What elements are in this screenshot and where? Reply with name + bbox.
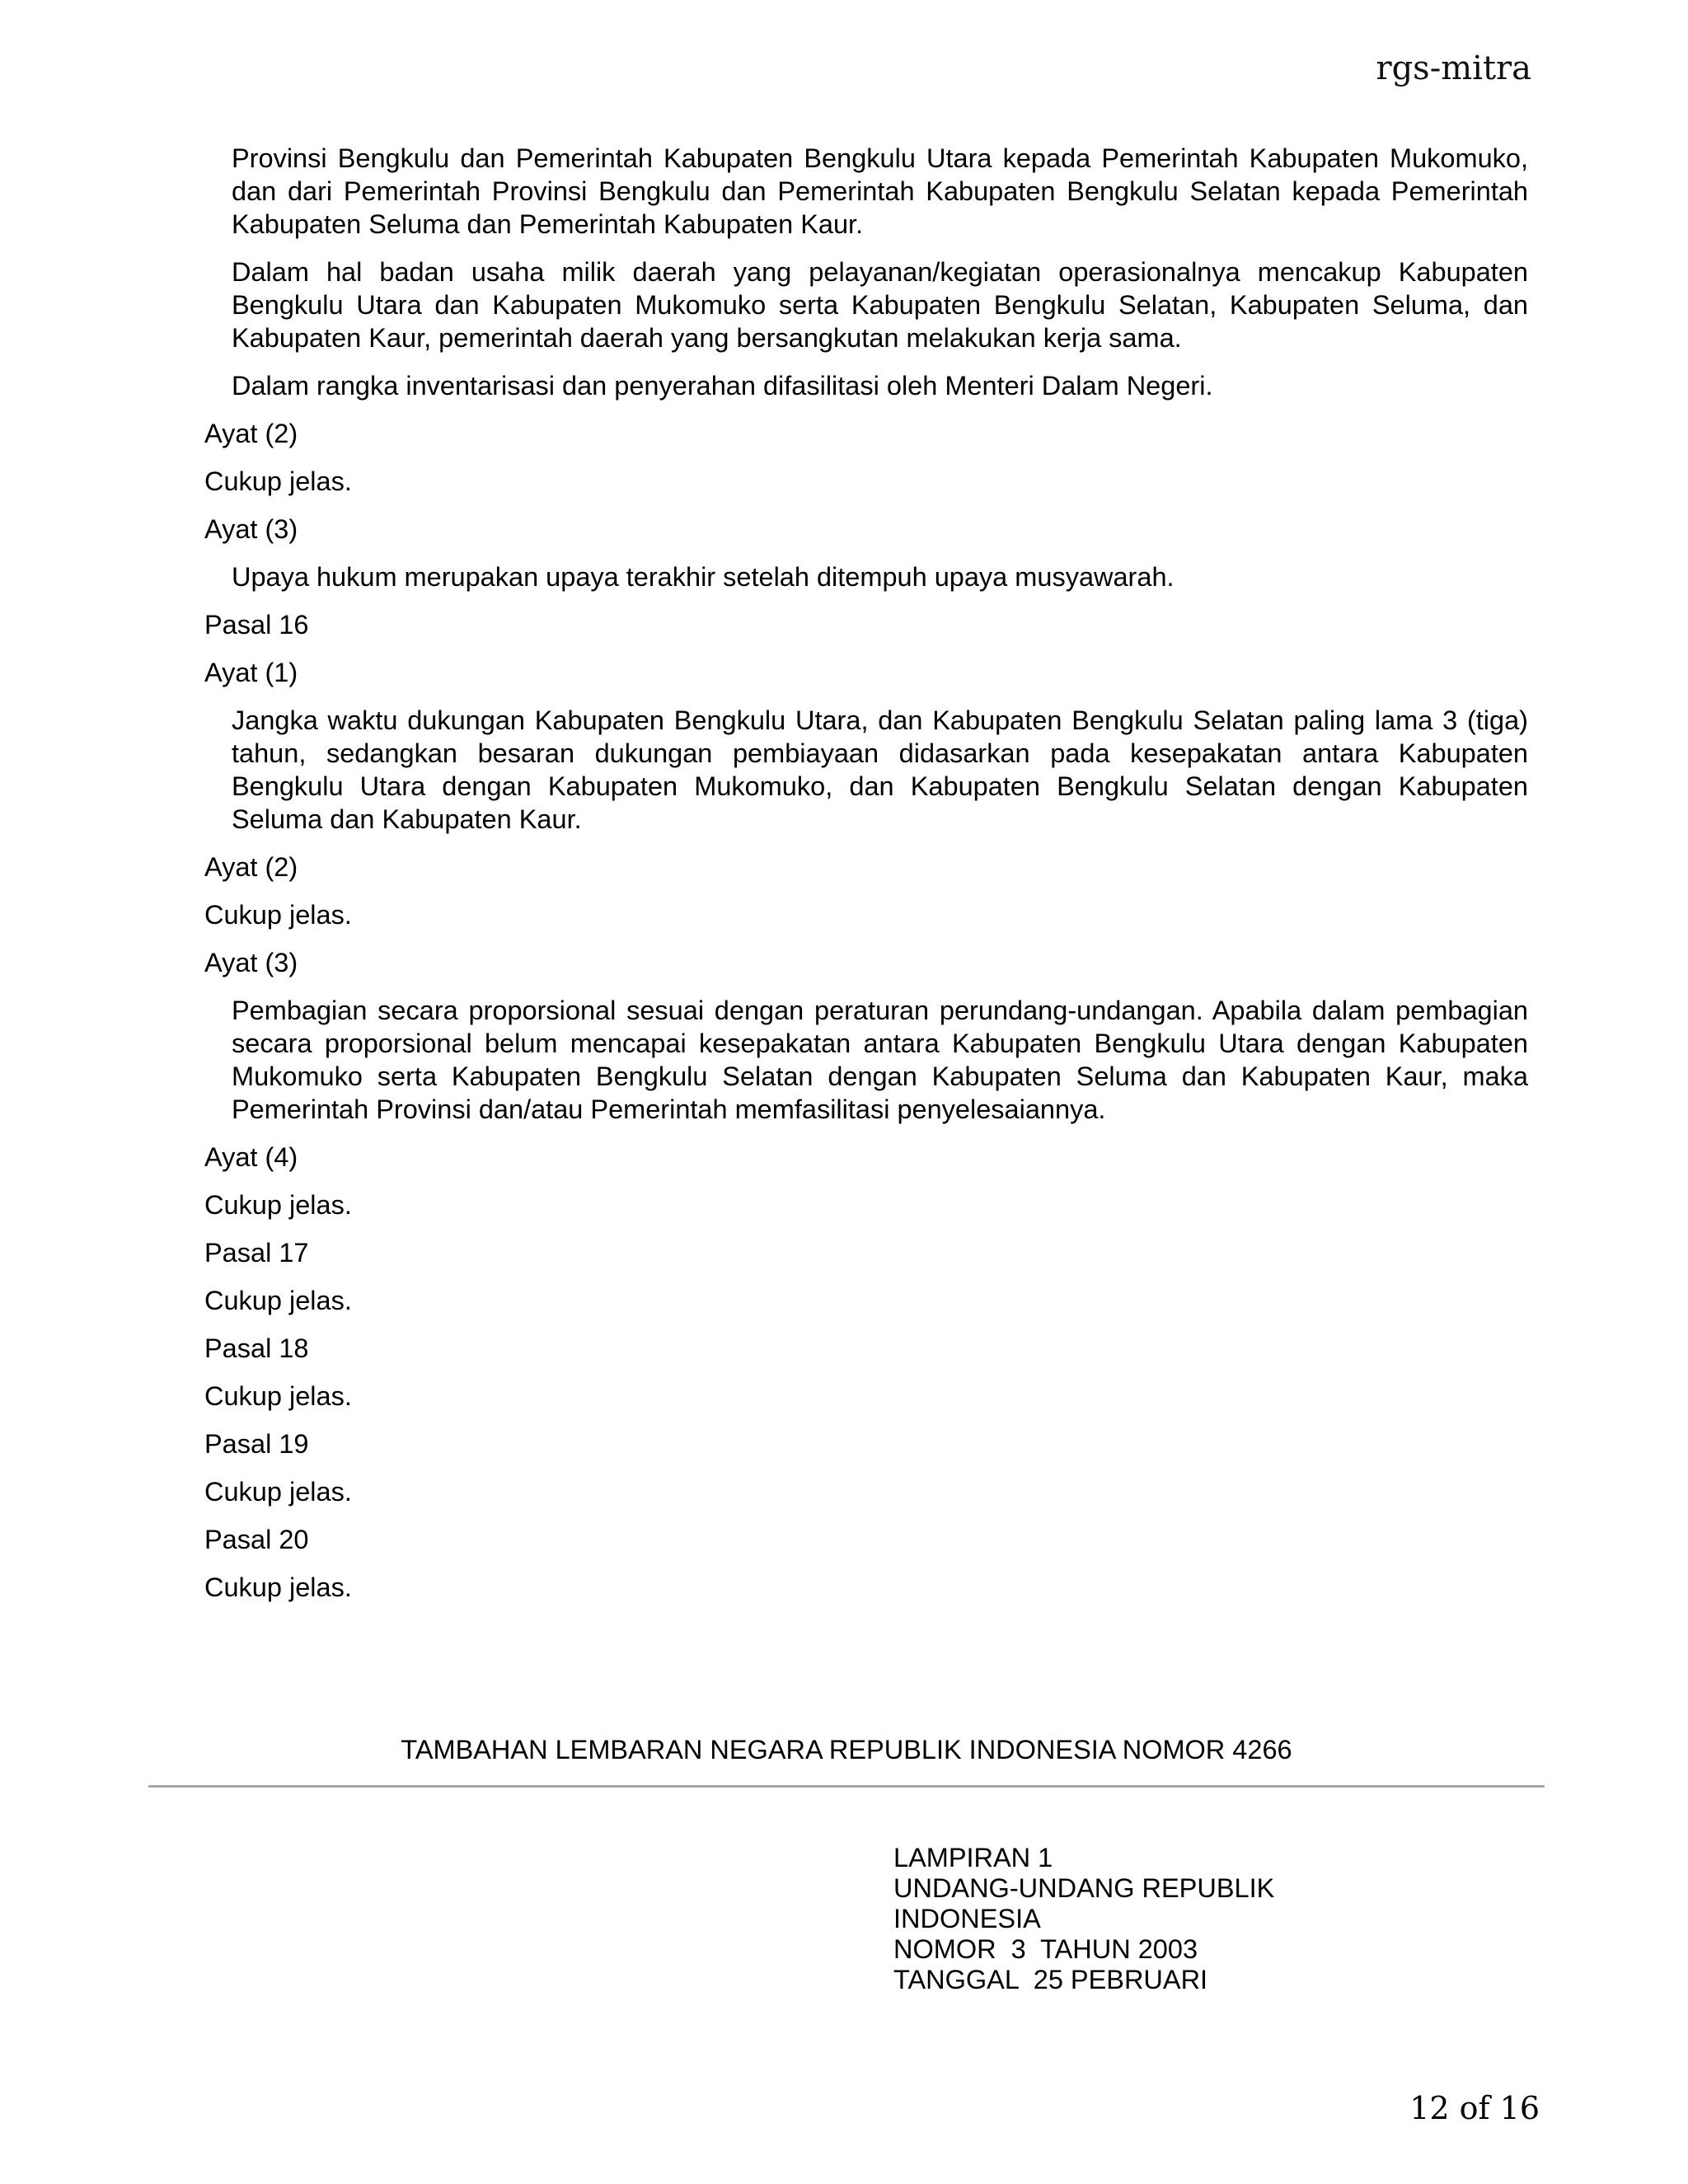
footer-divider bbox=[148, 1785, 1545, 1788]
document-paragraph: Pasal 19 bbox=[204, 1429, 309, 1459]
page-number: 12 of 16 bbox=[1409, 2090, 1540, 2126]
document-paragraph: Cukup jelas. bbox=[204, 1381, 352, 1411]
document-paragraph: Cukup jelas. bbox=[204, 1572, 352, 1602]
footer-title: TAMBAHAN LEMBARAN NEGARA REPUBLIK INDONESIA NOMOR 4266 bbox=[401, 1735, 1292, 1765]
document-paragraph: Pasal 17 bbox=[204, 1238, 309, 1268]
document-paragraph: Pasal 16 bbox=[204, 610, 309, 640]
document-paragraph: Upaya hukum merupakan upaya terakhir setelah ditempuh upaya musyawarah. bbox=[232, 562, 1175, 592]
document-paragraph: Provinsi Bengkulu dan Pemerintah Kabupaten Bengkulu Utara kepada Pemerintah Kabupaten Mukomuko, dan dari Pemerintah Provinsi Bengkulu dan Pemerintah Kabupaten Bengkulu Selatan kepada Pemerintah Kabupaten Seluma dan Pemerintah Kabupaten Kaur. bbox=[232, 143, 1528, 239]
document-paragraph: Cukup jelas. bbox=[204, 1286, 352, 1315]
document-paragraph: Jangka waktu dukungan Kabupaten Bengkulu Utara, dan Kabupaten Bengkulu Selatan paling lama 3 (tiga) tahun, sedangkan besaran dukungan pembiayaan didasarkan pada kesepakatan antara Kabupaten Bengkulu Utara dengan Kabupaten Mukomuko, dan Kabupaten Bengkulu Selatan dengan Kabupaten Seluma dan Kabupaten Kaur. bbox=[232, 705, 1528, 834]
document-paragraph: Ayat (1) bbox=[204, 658, 298, 687]
document-paragraph: Pasal 20 bbox=[204, 1525, 309, 1554]
document-paragraph: Cukup jelas. bbox=[204, 900, 352, 930]
document-paragraph: Dalam hal badan usaha milik daerah yang pelayanan/kegiatan operasionalnya mencakup Kabupaten Bengkulu Utara dan Kabupaten Mukomuko serta Kabupaten Bengkulu Selatan, Kabupaten Seluma, dan Kabupaten Kaur, pemerintah daerah yang bersangkutan melakukan kerja sama. bbox=[232, 257, 1528, 353]
document-paragraph: Ayat (2) bbox=[204, 852, 298, 882]
document-paragraph: Pembagian secara proporsional sesuai dengan peraturan perundang-undangan. Apabila dalam pembagian secara proporsional belum mencapai kesepakatan antara Kabupaten Bengkulu Utara dengan Kabupaten Mukomuko serta Kabupaten Bengkulu Selatan dengan Kabupaten Seluma dan Kabupaten Kaur, maka Pemerintah Provinsi dan/atau Pemerintah memfasilitasi penyelesaiannya. bbox=[232, 996, 1528, 1124]
document-paragraph: Ayat (3) bbox=[204, 948, 298, 977]
lampiran-line: UNDANG-UNDANG REPUBLIK bbox=[893, 1873, 1275, 1903]
document-paragraph: Ayat (2) bbox=[204, 419, 298, 448]
document-paragraph: Ayat (4) bbox=[204, 1142, 298, 1172]
document-paragraph: Ayat (3) bbox=[204, 514, 298, 544]
lampiran-line: NOMOR 3 TAHUN 2003 bbox=[893, 1934, 1198, 1964]
lampiran-block bbox=[893, 1843, 1274, 1995]
lampiran-line: TANGGAL 25 PEBRUARI bbox=[893, 1965, 1208, 1994]
document-paragraph: Cukup jelas. bbox=[204, 466, 352, 496]
document-body bbox=[204, 142, 1528, 1619]
document-paragraph: Pasal 18 bbox=[204, 1333, 309, 1363]
lampiran-line: INDONESIA bbox=[893, 1904, 1041, 1933]
document-paragraph: Cukup jelas. bbox=[204, 1190, 352, 1220]
lampiran-line: LAMPIRAN 1 bbox=[893, 1843, 1053, 1872]
header-brand: rgs-mitra bbox=[1376, 49, 1531, 87]
document-paragraph: Dalam rangka inventarisasi dan penyerahan difasilitasi oleh Menteri Dalam Negeri. bbox=[232, 371, 1213, 401]
document-paragraph: Cukup jelas. bbox=[204, 1477, 352, 1507]
